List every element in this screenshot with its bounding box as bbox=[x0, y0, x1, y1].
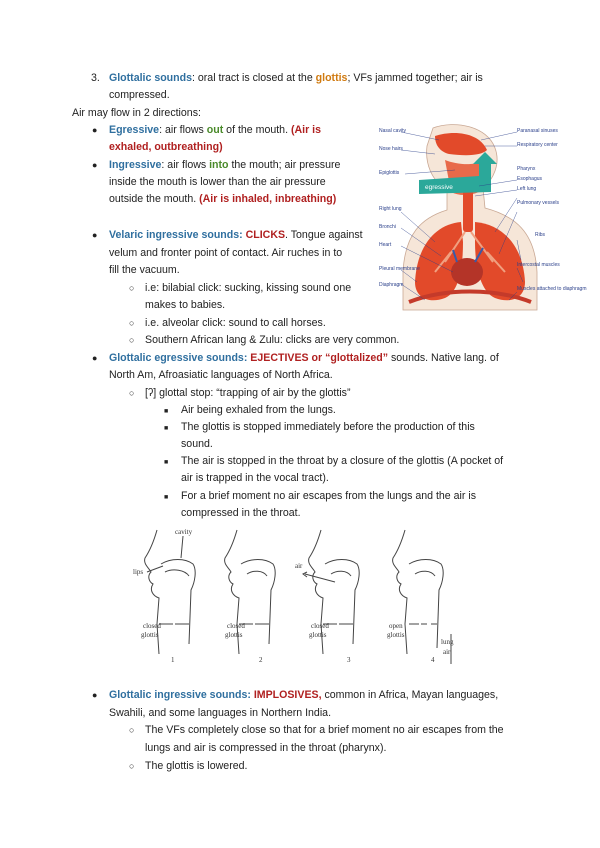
label-nasal-cavity: Nasal cavity bbox=[379, 128, 406, 134]
bullet: ○ bbox=[129, 283, 135, 293]
label-closed-glottis-2b: glottis bbox=[225, 631, 243, 639]
point-2b: sound. bbox=[181, 438, 213, 450]
bullet: ○ bbox=[129, 335, 135, 345]
point-1: Air being exhaled from the lungs. bbox=[181, 404, 336, 416]
figure-number-3: 3 bbox=[347, 656, 351, 664]
glottis-sketch-figure bbox=[135, 524, 455, 670]
point-4a: For a brief moment no air escapes from the lungs and the air is bbox=[181, 490, 477, 502]
bullet: ○ bbox=[129, 388, 135, 398]
label-closed-glottis-3a: closed bbox=[311, 622, 329, 630]
bullet: ● bbox=[92, 353, 98, 363]
label-air: air bbox=[295, 562, 303, 570]
velaric-sub-3: Southern African lang & Zulu: clicks are very common. bbox=[145, 334, 400, 346]
directions-intro: Air may flow in 2 directions: bbox=[72, 107, 201, 119]
bullet: ○ bbox=[129, 761, 135, 771]
bullet: ● bbox=[92, 160, 98, 170]
point-3b: air is trapped in the vocal tract). bbox=[181, 472, 329, 484]
label-pharynx: Pharynx bbox=[517, 166, 536, 172]
label-closed-glottis-3b: glottis bbox=[309, 631, 327, 639]
implosive-sub-2: The glottis is lowered. bbox=[145, 760, 248, 772]
label-lung-air-a: lung bbox=[441, 638, 454, 646]
velaric-sub-1b: makes to babies. bbox=[145, 299, 226, 311]
glottalic-sounds-line-2: compressed. bbox=[109, 89, 170, 101]
bullet: ● bbox=[92, 230, 98, 240]
figure-number-2: 2 bbox=[259, 656, 263, 664]
label-closed-glottis-2a: closed bbox=[227, 622, 245, 630]
figure-number-1: 1 bbox=[171, 656, 175, 664]
respiratory-anatomy-figure bbox=[375, 122, 587, 312]
label-lung-air-b: air bbox=[443, 648, 451, 656]
egressive-arrow-label: egressive bbox=[425, 184, 453, 191]
label-right-lung: Right lung bbox=[379, 206, 402, 212]
implosive-sub-1a: The VFs completely close so that for a brief moment no air escapes from the bbox=[145, 724, 504, 736]
egressive-glottalic-line-1: Glottalic egressive sounds: EJECTIVES or “glottalized” sounds. Native lang. of bbox=[109, 352, 499, 364]
label-open-glottis-b: glottis bbox=[387, 631, 405, 639]
bullet: ■ bbox=[164, 408, 169, 415]
glottal-stop-line: [ʔ] glottal stop: “trapping of air by the glottis” bbox=[145, 387, 351, 399]
point-3a: The air is stopped in the throat by a closure of the glottis (A pocket of bbox=[181, 455, 504, 467]
glottalic-sounds-line-1: Glottalic sounds: oral tract is closed at the glottis; VFs jammed together; air is bbox=[109, 72, 483, 84]
label-paranasal-sinuses: Paranasal sinuses bbox=[517, 128, 558, 134]
ingressive-line-3: outside the mouth. (Air is inhaled, inbreathing) bbox=[109, 193, 337, 205]
label-lips: lips bbox=[133, 568, 144, 576]
bullet: ■ bbox=[164, 459, 169, 466]
label-muscles-diaphragm: Muscles attached to diaphragm bbox=[517, 286, 587, 292]
bullet: ■ bbox=[164, 425, 169, 432]
list-number-3: 3. bbox=[91, 72, 100, 84]
figure-number-4: 4 bbox=[431, 656, 435, 664]
ingressive-glottalic-line-1: Glottalic ingressive sounds: IMPLOSIVES, common in Africa, Mayan languages, bbox=[109, 689, 499, 701]
point-4b: compressed in the throat. bbox=[181, 507, 301, 519]
implosive-sub-1b: lungs and air is compressed in the throat (pharynx). bbox=[145, 742, 387, 754]
velaric-line-2: velum and fronter point of contact. Air ruches in to bbox=[109, 247, 343, 259]
label-ribs: Ribs bbox=[535, 232, 546, 238]
label-pleural-membrane: Pleural membrane bbox=[379, 266, 420, 272]
label-cavity: cavity bbox=[175, 528, 193, 536]
ingressive-glottalic-line-2: Swahili, and some languages in Northern India. bbox=[109, 707, 332, 719]
label-closed-glottis-1a: closed bbox=[143, 622, 161, 630]
egressive-glottalic-line-2: North Am, Afroasiatic languages of North Africa. bbox=[109, 369, 333, 381]
velaric-line-3: fill the vacuum. bbox=[109, 264, 180, 276]
label-open-glottis-a: open bbox=[389, 622, 403, 630]
bullet: ■ bbox=[164, 494, 169, 501]
label-esophagus: Esophagus bbox=[517, 176, 543, 182]
bullet: ● bbox=[92, 125, 98, 135]
point-2a: The glottis is stopped immediately before the production of this bbox=[181, 421, 475, 433]
velaric-sub-1a: i.e: bilabial click: sucking, kissing sound one bbox=[145, 282, 352, 294]
bullet: ○ bbox=[129, 725, 135, 735]
label-bronchi: Bronchi bbox=[379, 224, 396, 230]
ingressive-line-2: inside the mouth is lower than the air pressure bbox=[109, 176, 326, 188]
label-left-lung: Left lung bbox=[517, 186, 537, 192]
label-heart: Heart bbox=[379, 242, 392, 248]
velaric-line-1: Velaric ingressive sounds: CLICKS. Tongue against bbox=[109, 229, 363, 241]
bullet: ○ bbox=[129, 318, 135, 328]
glottis-highlight: glottis bbox=[315, 72, 348, 84]
label-pulmonary-vessels: Pulmonary vessels bbox=[517, 200, 559, 206]
bullet: ● bbox=[92, 690, 98, 700]
egressive-line-2: exhaled, outbreathing) bbox=[109, 141, 223, 153]
label-nose-hairs: Nose hairs bbox=[379, 146, 403, 152]
label-epiglottis: Epiglottis bbox=[379, 170, 400, 176]
ingressive-line-1: Ingressive: air flows into the mouth; air pressure bbox=[109, 159, 341, 171]
label-diaphragm: Diaphragm bbox=[379, 282, 404, 288]
label-intercostal-muscles: Intercostal muscles bbox=[517, 262, 560, 268]
velaric-sub-2: i.e. alveolar click: sound to call horses. bbox=[145, 317, 326, 329]
glottalic-sounds-term: Glottalic sounds bbox=[109, 72, 192, 84]
label-closed-glottis-1b: glottis bbox=[141, 631, 159, 639]
label-respiratory-center: Respiratory center bbox=[517, 142, 558, 148]
egressive-line-1: Egressive: air flows out of the mouth. (Air is bbox=[109, 124, 321, 136]
